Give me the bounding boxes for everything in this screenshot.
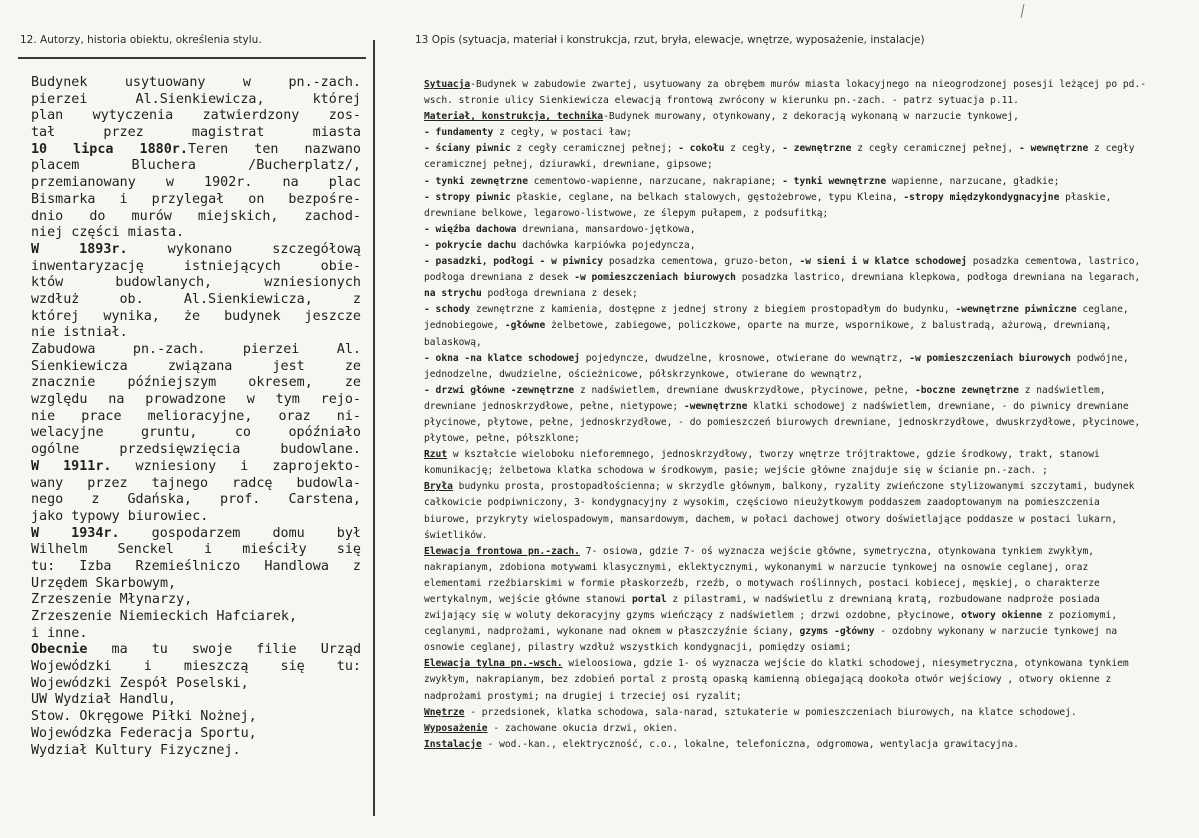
description-text: świetlików.	[424, 529, 488, 541]
history-text: wzniesiony i zaprojekto-	[111, 458, 361, 474]
description-line	[424, 206, 1159, 222]
description-line	[424, 125, 1159, 141]
element-label: - zewnętrzne	[782, 143, 852, 155]
description-text: dachówka karpiówka pojedyncza,	[516, 239, 696, 251]
description-line	[424, 479, 1159, 495]
pen-mark	[1021, 4, 1025, 18]
history-text: nego z Gdańska, prof. Carstena,	[31, 492, 361, 508]
history-line	[31, 509, 361, 526]
description-text: z pilastrami, w nadświetlu z drewnianą kratą, rozbudowane nadproże posiada	[666, 594, 1100, 605]
description-text: z nadświetlem, drewniane dwuskrzydłowe, płycinowe, pełne,	[574, 384, 915, 396]
section-13-heading: 13 Opis (sytuacja, materiał i konstrukcja, rzut, bryła, elewacje, wnętrze, wyposażenie, instalacje)	[415, 34, 925, 46]
description-line	[424, 174, 1159, 190]
history-line	[31, 309, 361, 326]
description-line	[424, 689, 1159, 705]
description-text: podwójne,	[1070, 352, 1129, 364]
element-label: - tynki wewnętrzne	[782, 175, 887, 187]
description-line	[424, 270, 1159, 286]
description-text: wertykalnym, wejście główne stanowi	[424, 594, 632, 605]
element-label: - pasadzki, podłogi - w piwnicy	[424, 256, 604, 268]
history-text: Budynek usytuowany w pn.-zach.	[31, 75, 361, 90]
description-text: z cegły,	[724, 143, 783, 155]
description-line	[424, 141, 1159, 157]
history-emphasis: Obecnie	[31, 642, 88, 658]
description-text: 7- osiowa, gdzie 7- oś wyznacza wejście główne, symetryczna, otynkowana tynkiem zwykłym,	[579, 545, 1095, 557]
description-line	[424, 222, 1159, 238]
history-emphasis: W 1934r.	[31, 525, 120, 541]
element-label: gzyms -główny	[799, 626, 875, 638]
history-line	[31, 292, 361, 309]
element-label: -w pomieszczeniach biurowych	[574, 272, 736, 284]
history-text: nie prace melioracyjne, oraz ni-	[31, 408, 361, 424]
description-line	[424, 415, 1159, 431]
history-text: Zrzeszenie Niemieckich Hafciarek,	[31, 609, 298, 624]
description-line	[424, 576, 1159, 592]
element-label: - fundamenty	[424, 127, 494, 139]
history-line	[31, 609, 361, 626]
element-label: -boczne zewnętrzne	[914, 384, 1019, 396]
history-text: ma tu swoje filie Urząd	[87, 642, 361, 658]
description-line	[424, 383, 1159, 399]
element-label: - pokrycie dachu	[424, 239, 517, 251]
history-line	[31, 459, 361, 476]
description-line	[424, 286, 1159, 302]
history-line	[31, 125, 361, 142]
element-label: - więźba dachowa	[424, 223, 517, 235]
history-text: Wojewódzki i mieszczą się tu:	[31, 659, 361, 675]
element-label: -w pomieszczeniach biurowych	[909, 352, 1071, 364]
description-line	[424, 190, 1159, 206]
history-line	[31, 425, 361, 442]
history-text: której wynika, że budynek jeszcze	[31, 308, 361, 324]
history-line	[31, 692, 361, 709]
element-label: na strychu	[424, 288, 482, 300]
element-label: portal	[631, 594, 667, 605]
description-text: z cegły ceramicznej pełnej,	[851, 143, 1019, 155]
description-text: z poziomymi,	[1042, 610, 1118, 622]
description-line	[424, 93, 1159, 109]
section-label: Bryła	[424, 481, 453, 493]
history-line	[31, 642, 361, 659]
history-text: placem Bluchera /Bucherplatz/,	[31, 158, 361, 174]
history-emphasis: W 1893r.	[31, 241, 128, 257]
description-text: ceramicznej pełnej, dziurawki, drewniane, gipsowe;	[424, 159, 713, 171]
description-text: zwijający się w woluty dekoracyjny gzyms wieńczący z nadświetlem ; drzwi ozdobne, płycinowe,	[424, 610, 962, 622]
description-line	[424, 77, 1159, 93]
history-text: Bismarka i przylegał on bezpośre-	[31, 191, 361, 207]
description-text: wieloosiowa, gdzie 1- oś wyznacza wejście do klatki schodowej, niesymetryczna, otynkowana tynkiem	[562, 658, 1129, 670]
description-text: podłoga drewniana z desek	[424, 272, 575, 284]
history-line	[31, 442, 361, 459]
description-text: - zachowane okucia drzwi, okien.	[487, 722, 679, 734]
description-text: żelbetowe, zabiegowe, policzkowe, oparte na murze, wspornikowe, z balustradą, ażurową, drewnianą,	[545, 320, 1112, 332]
description-text: płytowe, pełne, półszklone;	[424, 433, 580, 445]
description-text: - przedsionek, klatka schodowa, sala-narad, sztukaterie w pomieszczeniach biurowych, na klatce schodowej.	[464, 706, 1077, 718]
element-label: otwory okienne	[961, 610, 1043, 622]
history-line	[31, 192, 361, 209]
description-text: drewniane jednoskrzydłowe, pełne, nietypowe;	[424, 400, 684, 412]
description-line	[424, 737, 1159, 753]
section-label: Elewacja tylna pn.-wsch.	[424, 658, 563, 670]
history-line	[31, 709, 361, 726]
history-line	[31, 175, 361, 192]
description-line	[424, 721, 1159, 737]
history-text: względu na prowadzone w tym rejo-	[31, 392, 361, 408]
history-text: Zrzeszenie Młynarzy,	[31, 592, 193, 608]
column-divider	[373, 40, 375, 816]
description-line	[424, 656, 1159, 672]
history-line	[31, 542, 361, 559]
description-text: wapienne, narzucane, gładkie;	[886, 175, 1060, 187]
description-text: -Budynek murowany, otynkowany, z dekoracją wykonaną w narzucie tynkowej,	[603, 111, 1019, 123]
description-text: płycinowe, płytowe, pełne, jednoskrzydłowe, - do pomieszczeń biurowych drewniane, jednoskrzydłowe, dwuskrzydłowe, płycinowe,	[424, 416, 1141, 428]
description-line	[424, 157, 1159, 173]
history-line	[31, 592, 361, 609]
section-label: Sytuacja	[424, 79, 471, 90]
element-label: - okna -na klatce schodowej	[424, 352, 580, 364]
history-line	[31, 158, 361, 175]
history-text: jako typowy biurowiec.	[31, 508, 209, 524]
description-text: drewniana, mansardowo-jętkowa,	[516, 223, 696, 235]
description-text: z cegły, w postaci ław;	[493, 127, 632, 139]
history-text: Sienkiewicza związana jest ze	[31, 358, 361, 374]
history-text: wany przez tajnego radcę budowla-	[31, 475, 361, 491]
section-label: Instalacje	[424, 738, 482, 750]
description-text: płaskie,	[1059, 191, 1112, 203]
description-line	[424, 318, 1159, 334]
history-text: Teren ten nazwano	[187, 141, 361, 157]
description-text: całkowicie podpiwniczony, 3- kondygnacyjny z wysokim, częściowo nieużytkowym poddaszem zaadoptowanym na pomieszczenia	[424, 497, 1100, 509]
description-text: - wod.-kan., elektryczność, c.o., lokalne, telefoniczna, odgromowa, wentylacja grawitacyjna.	[481, 738, 1019, 750]
description-text: elementami rzeźbiarskimi w formie płaskorzeźb, rzeźb, o motywach roślinnych, postaci kobiecej, męskiej, o charakterze	[424, 577, 1100, 589]
history-text-column	[31, 75, 361, 759]
section-label: Materiał, konstrukcja, technika	[424, 111, 604, 123]
history-text: Wojewódzka Federacja Sportu,	[31, 725, 257, 741]
description-text: budynku prosta, prostopadłościenna; w skrzydle głównym, balkony, ryzality zwieńczone stylizowanymi szczytami, budynek	[452, 481, 1135, 493]
description-text: nadprożami prostymi; na drugiej i trzeciej osi ryzalit;	[424, 690, 742, 702]
description-line	[424, 640, 1159, 656]
history-text: i inne.	[31, 625, 88, 641]
history-line	[31, 576, 361, 593]
description-line	[424, 254, 1159, 270]
history-text: wzdłuż ob. Al.Sienkiewicza, z	[31, 291, 361, 307]
description-line	[424, 705, 1159, 721]
description-text: pojedyncze, dwudzelne, krosnowe, otwierane do wewnątrz,	[579, 352, 910, 364]
history-text: plan wytyczenia zatwierdzony zos-	[31, 108, 361, 124]
description-line	[424, 431, 1159, 447]
history-line	[31, 342, 361, 359]
history-text: pierzei Al.Sienkiewicza, której	[31, 91, 361, 107]
history-line	[31, 275, 361, 292]
description-text: osnowie ceglanej, pilastry wzdłuż wszystkich kondygnacji, pomiędzy osiami;	[424, 642, 852, 654]
history-emphasis: 10 lipca 1880r.	[31, 141, 188, 157]
description-text: w kształcie wieloboku nieforemnego, jednoskrzydłowy, tworzy wnętrze trójtraktowe, gdzie środkowy, trakt, stanowi	[447, 449, 1100, 461]
description-text-column	[424, 77, 1159, 753]
description-text: zwykłym, nakrapianym, bez zdobień portal z prostą opaską kamienną obiegającą dookoła otwór wejściowy , otwory okienne z	[424, 674, 1112, 686]
description-text: ceglane,	[1076, 304, 1129, 316]
description-text: posadzka cementowa, gruzo-beton,	[603, 256, 800, 268]
history-text: Zabudowa pn.-zach. pierzei Al.	[31, 342, 361, 357]
element-label: -główne	[504, 320, 546, 332]
element-label: - schody	[424, 304, 471, 316]
history-line	[31, 325, 361, 342]
description-line	[424, 463, 1159, 479]
section-label: Wnętrze	[424, 706, 465, 718]
description-text: - ozdobny wykonany w narzucie tynkowej na	[874, 626, 1118, 638]
description-line	[424, 528, 1159, 544]
description-line	[424, 560, 1159, 576]
history-text: tu: Izba Rzemieślniczo Handlowa z	[31, 558, 361, 574]
element-label: - stropy piwnic	[424, 191, 511, 203]
element-label: - drzwi główne -zewnętrzne	[424, 384, 575, 396]
description-text: z cegły ceramicznej pełnej;	[510, 143, 679, 155]
history-line	[31, 225, 361, 242]
description-text: wsch. stronie ulicy Sienkiewicza elewacją frontową zwrócony w kierunku pn.-zach. - patrz sytuacja p.11.	[424, 95, 1019, 107]
description-text: -Budynek w zabudowie zwartej, usytuowany za obrębem murów miasta lokacyjnego na nieogrodzonej posesji leżącej po pd.-	[470, 79, 1147, 90]
history-text: Urzędem Skarbowym,	[31, 575, 177, 591]
element-label: -w sieni i w klatce schodowej	[799, 256, 967, 268]
description-text: cementowo-wapienne, narzucane, nakrapiane;	[527, 175, 783, 187]
description-line	[424, 399, 1159, 415]
description-text: jednobiegowe,	[424, 320, 505, 332]
description-text: płaskie, ceglane, na belkach stalowych, gęstożebrowe, typu Kleina,	[510, 191, 904, 203]
history-text: UW Wydział Handlu,	[31, 692, 177, 708]
history-line	[31, 676, 361, 693]
element-label: - cokołu	[678, 143, 725, 155]
description-text: nakrapianym, zdobiona motywami klasycznymi, eklektycznymi, wykonanymi w narzucie tynkowej na osnowie ceglanej, oraz	[424, 561, 1089, 573]
history-text: inwentaryzację istniejących obie-	[31, 258, 361, 274]
history-emphasis: W 1911r.	[31, 458, 112, 474]
history-text: niej części miasta.	[31, 225, 185, 241]
description-text: zewnętrzne z kamienia, dostępne z jednej strony z biegiem prostopadłym do budynku,	[470, 304, 956, 316]
description-text: posadzka cementowa, lastrico,	[966, 256, 1141, 268]
history-line	[31, 559, 361, 576]
description-line	[424, 335, 1159, 351]
description-text: jednodzelne, dwudzielne, ościeżnicowe, półskrzynkowe, otwierane do wewnątrz,	[424, 368, 863, 380]
history-text: wykonano szczegółową	[127, 241, 361, 257]
description-text: z cegły	[1088, 143, 1135, 155]
history-line	[31, 108, 361, 125]
history-text: Wydział Kultury Fizycznej.	[31, 742, 241, 758]
history-line	[31, 359, 361, 376]
description-line	[424, 302, 1159, 318]
element-label: - wewnętrzne	[1018, 143, 1089, 155]
history-text: przemianowany w 1902r. na plac	[31, 175, 361, 191]
description-text: ceglanymi, nadprożami, wykonane nad oknem w płaszczyźnie ściany,	[424, 626, 800, 638]
history-line	[31, 92, 361, 109]
history-text: gospodarzem domu był	[119, 525, 361, 541]
history-text: ogólne przedsięwzięcia budowlane.	[31, 442, 361, 458]
element-label: -wewnętrzne	[683, 400, 748, 412]
history-text: któw budowlanych, wzniesionych	[31, 275, 361, 291]
element-label: - ściany piwnic	[424, 143, 511, 155]
description-line	[424, 672, 1159, 688]
description-text: posadzka lastrico, drewniana klepkowa, podłoga drewniana na legarach,	[735, 272, 1141, 284]
section-label: Rzut	[424, 449, 448, 461]
description-line	[424, 238, 1159, 254]
history-line	[31, 492, 361, 509]
history-text: Stow. Okręgowe Piłki Nożnej,	[31, 709, 257, 725]
section-label: Elewacja frontowa pn.-zach.	[424, 545, 580, 557]
history-line	[31, 242, 361, 259]
history-text: tał przez magistrat miasta	[31, 125, 361, 141]
description-text: klatki schodowej z nadświetlem, drewniane, - do piwnicy drewniane	[747, 400, 1129, 412]
history-line	[31, 409, 361, 426]
history-line	[31, 392, 361, 409]
history-text: dnio do murów miejskich, zachod-	[31, 208, 361, 224]
history-line	[31, 259, 361, 276]
description-text: podłoga drewniana z desek;	[481, 288, 638, 300]
description-text: drewniane belkowe, legarowo-listwowe, ze ślepym pułapem, z podsufitką;	[424, 207, 829, 219]
description-line	[424, 624, 1159, 640]
section-12-heading: 12. Autorzy, historia obiektu, określenia stylu.	[20, 34, 262, 46]
description-line	[424, 109, 1159, 125]
description-text: z nadświetlem,	[1018, 384, 1106, 396]
history-line	[31, 726, 361, 743]
element-label: -wewnętrzne piwniczne	[955, 304, 1077, 316]
history-line	[31, 142, 361, 159]
history-text: welacyjne gruntu, co opóźniało	[31, 425, 361, 441]
description-line	[424, 592, 1159, 608]
history-line	[31, 526, 361, 543]
description-text: komunikację; żelbetowa klatka schodowa w środkowym, pasie; wejście główne znajduje się w ścianie pn.-zach. ;	[424, 465, 1048, 477]
history-text: znacznie późniejszym okresem, ze	[31, 375, 361, 391]
description-line	[424, 367, 1159, 383]
element-label: -stropy międzykondygnacyjne	[903, 191, 1060, 203]
heading-underline	[18, 57, 366, 59]
history-text: nie istniał.	[31, 325, 128, 341]
section-label: Wyposażenie	[424, 722, 488, 734]
history-line	[31, 626, 361, 643]
history-line	[31, 659, 361, 676]
description-line	[424, 351, 1159, 367]
history-line	[31, 375, 361, 392]
history-text: Wojewódzki Zespół Poselski,	[31, 675, 249, 691]
history-line	[31, 209, 361, 226]
description-line	[424, 447, 1159, 463]
history-line	[31, 743, 361, 760]
description-line	[424, 512, 1159, 528]
history-line	[31, 75, 361, 92]
history-text: Wilhelm Senckel i mieściły się	[31, 542, 361, 558]
description-line	[424, 544, 1159, 560]
description-line	[424, 495, 1159, 511]
description-line	[424, 608, 1159, 624]
description-text: balaskową,	[424, 336, 482, 348]
history-line	[31, 476, 361, 493]
description-text: biurowe, przykryty wielospadowym, mansardowym, dachem, w połaci dachowej otwory doświetlające poddasze w postaci lukarn,	[424, 513, 1118, 525]
element-label: - tynki zewnętrzne	[424, 175, 528, 187]
